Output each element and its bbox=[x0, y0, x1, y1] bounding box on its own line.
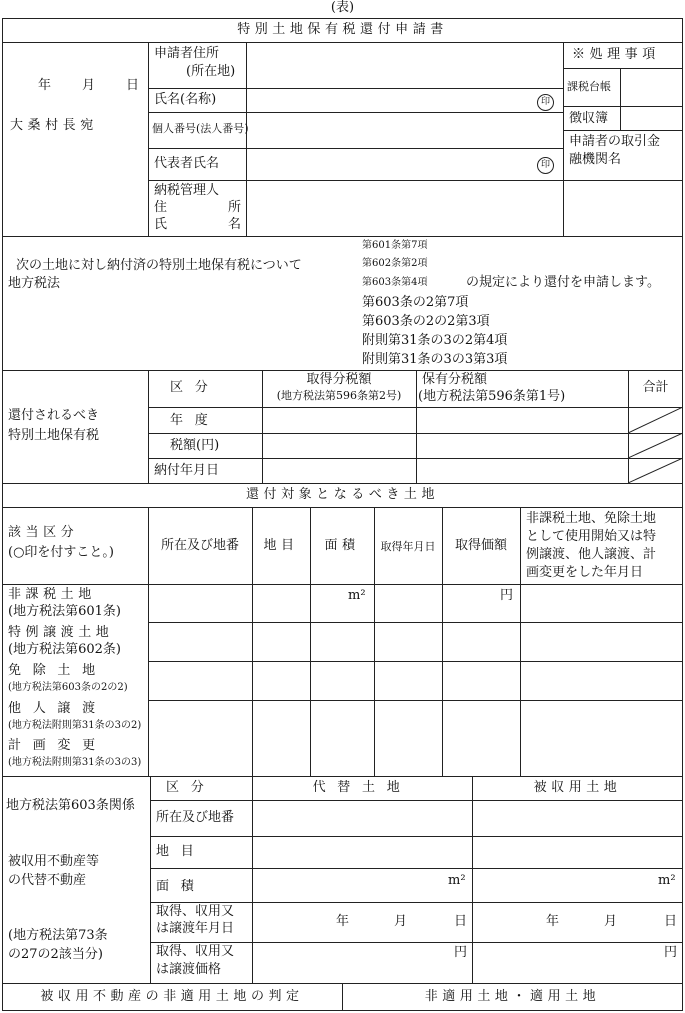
article-602-2: 第602条第2項 bbox=[362, 258, 428, 269]
refund-col-hold-law: (地方税法第596条第1号) bbox=[418, 389, 566, 404]
refund-col-acq: 取得分税額 bbox=[306, 372, 372, 387]
date-day-label: 日 bbox=[126, 78, 140, 93]
tax-admin-name-a: 氏 bbox=[154, 217, 168, 232]
top-label: (表) bbox=[330, 0, 355, 15]
date-month-label: 月 bbox=[82, 78, 96, 93]
art603-col-expropriated: 被収用土地 bbox=[533, 780, 622, 795]
cat-nontaxable: 非課税土地 bbox=[8, 587, 96, 602]
land-col-note-1: 非課税土地、免除土地 bbox=[526, 511, 657, 526]
art603-left-4: の27の2該当分) bbox=[8, 947, 103, 962]
article-603-4: 第603条第4項 bbox=[362, 277, 428, 288]
cat-other-transfer-law: (地方税法附則第31条の3の2) bbox=[8, 720, 142, 731]
land-col-note-3: 例譲渡、他人譲渡、計 bbox=[526, 547, 657, 562]
art603-row-location: 所在及び地番 bbox=[156, 810, 235, 825]
cat-exempt: 免除土地 bbox=[8, 663, 107, 678]
statement-suffix: の規定により還付を申請します。 bbox=[466, 275, 660, 290]
art603-sub-area-unit: m² bbox=[448, 873, 466, 888]
art603-exp-yen: 円 bbox=[664, 945, 678, 960]
footer-left: 被収用不動産の非適用土地の判定 bbox=[40, 989, 304, 1004]
processing-title: ※処理事項 bbox=[572, 47, 660, 62]
individual-number-label: 個人番号(法人番号) bbox=[152, 122, 249, 135]
art603-row-date-2: は譲渡年月日 bbox=[156, 921, 235, 936]
art603-row-price-2: は譲渡価格 bbox=[156, 962, 222, 977]
refund-col-hold: 保有分税額 bbox=[422, 372, 488, 387]
refund-row-year: 年度 bbox=[170, 413, 220, 428]
refund-col-acq-law: (地方税法第596条第2号) bbox=[276, 389, 402, 402]
name-label: 氏名(名称) bbox=[154, 92, 217, 107]
tax-ledger-label: 課税台帳 bbox=[567, 80, 611, 93]
refund-row-paid: 納付年月日 bbox=[154, 463, 220, 478]
applicant-address-sub: (所在地) bbox=[186, 64, 236, 79]
art603-exp-year: 年 bbox=[546, 914, 560, 929]
collection-book-label: 徴収簿 bbox=[569, 111, 609, 126]
article-603-2-7: 第603条の2第7項 bbox=[362, 295, 469, 310]
land-col-area: 面積 bbox=[324, 538, 360, 553]
form-title: 特別土地保有税還付申請書 bbox=[237, 22, 448, 37]
addressee: 大桑村長宛 bbox=[10, 118, 98, 133]
seal-mark-name: 印 bbox=[537, 94, 554, 111]
date-year-label: 年 bbox=[38, 78, 52, 93]
total-diagonals bbox=[628, 407, 683, 483]
article-601-7: 第601条第7項 bbox=[362, 240, 428, 251]
land-col-note-4: 画変更をした年月日 bbox=[526, 565, 644, 580]
art603-left-1: 被収用不動産等 bbox=[8, 854, 100, 869]
seal-mark-representative: 印 bbox=[537, 157, 554, 174]
cat-special-transfer-law: (地方税法第602条) bbox=[8, 642, 121, 657]
bank-label-line1: 申請者の取引金 bbox=[569, 134, 661, 149]
art603-left-3: (地方税法第73条 bbox=[8, 928, 108, 943]
article-603-2-2-3: 第603条の2の2第3項 bbox=[362, 314, 490, 329]
refund-col-category: 区分 bbox=[170, 380, 220, 395]
refund-left-line2: 特別土地保有税 bbox=[8, 428, 100, 443]
bank-label-line2: 融機関名 bbox=[569, 152, 622, 167]
land-cat-label: 該当区分 bbox=[8, 525, 79, 540]
art603-sub-yen: 円 bbox=[454, 945, 468, 960]
land-col-note-2: として使用開始又は特 bbox=[526, 529, 657, 544]
art603-title: 地方税法第603条関係 bbox=[6, 798, 135, 813]
land-col-landtype: 地目 bbox=[263, 538, 299, 553]
refund-col-total: 合計 bbox=[642, 380, 669, 395]
land-section-title: 還付対象となるべき土地 bbox=[245, 487, 440, 502]
art603-exp-month: 月 bbox=[604, 914, 618, 929]
art603-row-price-1: 取得、収用又 bbox=[156, 944, 235, 959]
art603-row-area: 面積 bbox=[156, 879, 206, 894]
art603-sub-day: 日 bbox=[454, 914, 468, 929]
land-col-location: 所在及び地番 bbox=[160, 538, 239, 553]
cat-plan-change: 計画変更 bbox=[8, 738, 107, 753]
art603-exp-day: 日 bbox=[664, 914, 678, 929]
art603-exp-area-unit: m² bbox=[658, 873, 676, 888]
art603-col-category: 区分 bbox=[166, 780, 216, 795]
cat-special-transfer: 特例譲渡土地 bbox=[8, 625, 114, 640]
tax-admin-address-a: 住 bbox=[154, 200, 168, 215]
statement-line1: 次の土地に対し納付済の特別土地保有税について bbox=[16, 258, 302, 273]
cat-plan-change-law: (地方税法附則第31条の3の3) bbox=[8, 757, 142, 768]
land-unit-area: m² bbox=[348, 588, 366, 603]
art603-row-date-1: 取得、収用又 bbox=[156, 904, 235, 919]
cat-nontaxable-law: (地方税法第601条) bbox=[8, 604, 121, 619]
land-cat-instruction: (○印を付すこと。) bbox=[8, 545, 114, 560]
art603-left-2: の代替不動産 bbox=[8, 873, 87, 888]
representative-label: 代表者氏名 bbox=[154, 156, 220, 171]
art603-sub-month: 月 bbox=[394, 914, 408, 929]
footer-right: 非適用土地・適用土地 bbox=[424, 989, 601, 1004]
cat-other-transfer: 他人譲渡 bbox=[8, 701, 107, 716]
statement-law: 地方税法 bbox=[8, 276, 61, 291]
article-supp-31-3-2-4: 附則第31条の3の2第4項 bbox=[362, 333, 508, 348]
land-col-price: 取得価額 bbox=[454, 538, 507, 553]
land-col-acqdate: 取得年月日 bbox=[380, 540, 436, 553]
tax-admin-label: 納税管理人 bbox=[154, 183, 220, 198]
tax-admin-name-b: 名 bbox=[228, 217, 242, 232]
land-unit-yen: 円 bbox=[500, 588, 514, 603]
tax-admin-address-b: 所 bbox=[228, 200, 242, 215]
art603-sub-year: 年 bbox=[336, 914, 350, 929]
art603-row-landtype: 地目 bbox=[156, 844, 206, 859]
refund-left-line1: 還付されるべき bbox=[8, 408, 100, 423]
cat-exempt-law: (地方税法第603条の2の2) bbox=[8, 682, 128, 693]
art603-col-substitute: 代替土地 bbox=[312, 780, 412, 795]
article-supp-31-3-3-3: 附則第31条の3の3第3項 bbox=[362, 352, 508, 367]
applicant-address-label: 申請者住所 bbox=[154, 46, 220, 61]
refund-row-amount: 税額(円) bbox=[170, 438, 220, 453]
